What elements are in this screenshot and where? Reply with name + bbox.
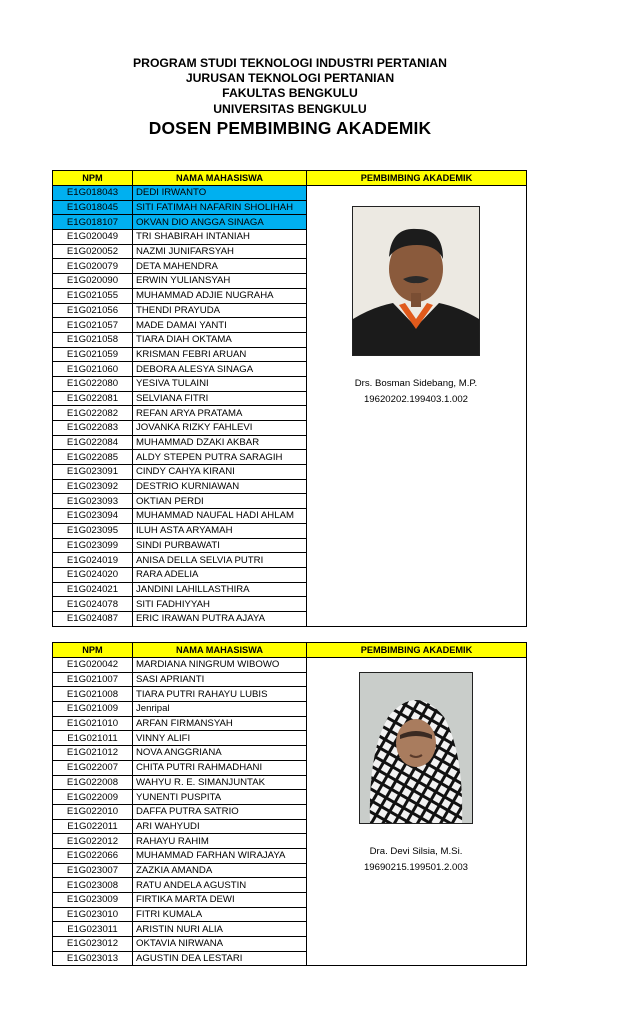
student-name-cell: DEDI IRWANTO [133, 186, 307, 201]
npm-cell: E1G024019 [53, 553, 133, 568]
advisor-nip: 19690215.199501.2.003 [363, 862, 469, 873]
npm-cell: E1G021058 [53, 332, 133, 347]
advisor-cell [307, 523, 527, 538]
npm-cell: E1G021059 [53, 347, 133, 362]
name-column-header: NAMA MAHASISWA [133, 171, 307, 186]
student-name-cell: TIARA PUTRI RAHAYU LUBIS [133, 687, 307, 702]
npm-cell: E1G022012 [53, 834, 133, 849]
student-name-cell: SASI APRIANTI [133, 672, 307, 687]
student-name-cell: SITI FADHIYYAH [133, 597, 307, 612]
table-row [53, 878, 527, 893]
advisor-cell [307, 937, 527, 952]
student-name-cell: DETA MAHENDRA [133, 259, 307, 274]
student-name-cell: JOVANKA RIZKY FAHLEVI [133, 421, 307, 436]
student-name-cell: RAHAYU RAHIM [133, 834, 307, 849]
npm-cell: E1G022083 [53, 421, 133, 436]
npm-cell: E1G020042 [53, 658, 133, 673]
table-row [53, 567, 527, 582]
department-line: JURUSAN TEKNOLOGI PERTANIAN [185, 71, 395, 86]
npm-cell: E1G021007 [53, 672, 133, 687]
table-row [53, 509, 527, 524]
npm-cell: E1G020052 [53, 244, 133, 259]
npm-cell: E1G020090 [53, 274, 133, 289]
document-header [0, 56, 580, 139]
npm-cell: E1G022082 [53, 406, 133, 421]
student-name-cell: FITRI KUMALA [133, 907, 307, 922]
student-name-cell: OKTAVIA NIRWANA [133, 937, 307, 952]
advisor-cell [307, 435, 527, 450]
npm-cell: E1G021057 [53, 318, 133, 333]
student-name-cell: REFAN ARYA PRATAMA [133, 406, 307, 421]
student-name-cell: SINDI PURBAWATI [133, 538, 307, 553]
npm-cell: E1G023010 [53, 907, 133, 922]
npm-cell: E1G021056 [53, 303, 133, 318]
npm-cell: E1G021011 [53, 731, 133, 746]
npm-cell: E1G018043 [53, 186, 133, 201]
student-name-cell: NAZMI JUNIFARSYAH [133, 244, 307, 259]
student-name-cell: OKTIAN PERDI [133, 494, 307, 509]
advisor-cell [307, 421, 527, 436]
npm-cell: E1G023008 [53, 878, 133, 893]
npm-cell: E1G022085 [53, 450, 133, 465]
table-row [53, 479, 527, 494]
faculty-line: FAKULTAS BENGKULU [222, 86, 358, 101]
student-name-cell: MUHAMMAD FARHAN WIRAJAYA [133, 848, 307, 863]
student-name-cell: SELVIANA FITRI [133, 391, 307, 406]
table-row [53, 435, 527, 450]
npm-cell: E1G023013 [53, 951, 133, 966]
npm-cell: E1G023095 [53, 523, 133, 538]
table-row [53, 658, 527, 673]
advisor-cell [307, 907, 527, 922]
table-row [53, 450, 527, 465]
npm-cell: E1G022081 [53, 391, 133, 406]
npm-cell: E1G021010 [53, 716, 133, 731]
student-name-cell: WAHYU R. E. SIMANJUNTAK [133, 775, 307, 790]
table-row [53, 597, 527, 612]
student-name-cell: VINNY ALIFI [133, 731, 307, 746]
student-name-cell: ILUH ASTA ARYAMAH [133, 523, 307, 538]
student-name-cell: JANDINI LAHILLASTHIRA [133, 582, 307, 597]
npm-cell: E1G023092 [53, 479, 133, 494]
student-name-cell: Jenripal [133, 702, 307, 717]
student-name-cell: RATU ANDELA AGUSTIN [133, 878, 307, 893]
npm-cell: E1G022007 [53, 760, 133, 775]
npm-cell: E1G023099 [53, 538, 133, 553]
npm-cell: E1G024020 [53, 567, 133, 582]
npm-cell: E1G023091 [53, 465, 133, 480]
student-name-cell: ARI WAHYUDI [133, 819, 307, 834]
npm-cell: E1G021060 [53, 362, 133, 377]
npm-cell: E1G021009 [53, 702, 133, 717]
advisor-cell [307, 597, 527, 612]
advisor-cell [307, 538, 527, 553]
advisor-cell [307, 494, 527, 509]
npm-cell: E1G024078 [53, 597, 133, 612]
advisor-cell [307, 186, 527, 201]
npm-cell: E1G023009 [53, 893, 133, 908]
study-program-line: PROGRAM STUDI TEKNOLOGI INDUSTRI PERTANIAN [133, 56, 447, 70]
student-name-cell: CHITA PUTRI RAHMADHANI [133, 760, 307, 775]
table-row [53, 922, 527, 937]
student-name-cell: CINDY CAHYA KIRANI [133, 465, 307, 480]
student-name-cell: MUHAMMAD ADJIE NUGRAHA [133, 288, 307, 303]
npm-cell: E1G024087 [53, 611, 133, 626]
npm-cell: E1G021008 [53, 687, 133, 702]
student-name-cell: ERWIN YULIANSYAH [133, 274, 307, 289]
advisor-cell [307, 509, 527, 524]
advisor-cell [307, 450, 527, 465]
table-row [53, 494, 527, 509]
table-row [53, 937, 527, 952]
npm-cell: E1G023012 [53, 937, 133, 952]
student-name-cell: TIARA DIAH OKTAMA [133, 332, 307, 347]
student-name-cell: ZAZKIA AMANDA [133, 863, 307, 878]
student-name-cell: DEBORA ALESYA SINAGA [133, 362, 307, 377]
table-row [53, 553, 527, 568]
npm-cell: E1G021055 [53, 288, 133, 303]
table-row [53, 907, 527, 922]
table-row [53, 465, 527, 480]
student-name-cell: ARFAN FIRMANSYAH [133, 716, 307, 731]
advisor-cell [307, 878, 527, 893]
student-name-cell: DESTRIO KURNIAWAN [133, 479, 307, 494]
student-name-cell: MUHAMMAD DZAKI AKBAR [133, 435, 307, 450]
npm-cell: E1G022084 [53, 435, 133, 450]
student-name-cell: YESIVA TULAINI [133, 376, 307, 391]
npm-cell: E1G020049 [53, 230, 133, 245]
advisor-name: Dra. Devi Silsia, M.Si. [369, 846, 463, 857]
table-row [53, 406, 527, 421]
npm-cell: E1G018045 [53, 200, 133, 215]
npm-cell: E1G022080 [53, 376, 133, 391]
student-name-cell: YUNENTI PUSPITA [133, 790, 307, 805]
advisor-name: Drs. Bosman Sidebang, M.P. [354, 378, 478, 389]
student-name-cell: ARISTIN NURI ALIA [133, 922, 307, 937]
npm-cell: E1G022011 [53, 819, 133, 834]
university-line: UNIVERSITAS BENGKULU [213, 101, 367, 116]
student-name-cell: THENDI PRAYUDA [133, 303, 307, 318]
student-name-cell: MADE DAMAI YANTI [133, 318, 307, 333]
advisor-nip: 19620202.199403.1.002 [363, 394, 469, 405]
advisor-cell [307, 553, 527, 568]
advisor-cell [307, 465, 527, 480]
npm-cell: E1G023094 [53, 509, 133, 524]
student-name-cell: ALDY STEPEN PUTRA SARAGIH [133, 450, 307, 465]
advisor-table-2 [52, 642, 526, 966]
student-name-cell: FIRTIKA MARTA DEWI [133, 893, 307, 908]
advisor-cell [307, 922, 527, 937]
advisor-info [306, 206, 526, 408]
npm-cell: E1G022010 [53, 804, 133, 819]
student-name-cell: ANISA DELLA SELVIA PUTRI [133, 553, 307, 568]
advisor-cell [307, 611, 527, 626]
npm-cell: E1G020079 [53, 259, 133, 274]
advisor-table-1 [52, 170, 526, 627]
advisor-cell [307, 951, 527, 966]
npm-cell: E1G022008 [53, 775, 133, 790]
student-name-cell: AGUSTIN DEA LESTARI [133, 951, 307, 966]
table-row [53, 538, 527, 553]
advisor-photo [359, 672, 473, 824]
student-name-cell: SITI FATIMAH NAFARIN SHOLIHAH [133, 200, 307, 215]
npm-cell: E1G022009 [53, 790, 133, 805]
npm-cell: E1G023007 [53, 863, 133, 878]
advisor-photo [352, 206, 480, 356]
advisor-column-header: PEMBIMBING AKADEMIK [307, 171, 527, 186]
npm-cell: E1G021012 [53, 746, 133, 761]
student-name-cell: NOVA ANGGRIANA [133, 746, 307, 761]
advisor-cell [307, 567, 527, 582]
student-name-cell: KRISMAN FEBRI ARUAN [133, 347, 307, 362]
advisor-cell [307, 582, 527, 597]
table-row [53, 951, 527, 966]
advisor-column-header: PEMBIMBING AKADEMIK [307, 643, 527, 658]
student-name-cell: OKVAN DIO ANGGA SINAGA [133, 215, 307, 230]
advisor-cell [307, 479, 527, 494]
npm-cell: E1G023011 [53, 922, 133, 937]
npm-cell: E1G018107 [53, 215, 133, 230]
npm-cell: E1G023093 [53, 494, 133, 509]
table-row [53, 611, 527, 626]
name-column-header: NAMA MAHASISWA [133, 643, 307, 658]
advisor-cell [307, 406, 527, 421]
table-row [53, 582, 527, 597]
student-name-cell: MARDIANA NINGRUM WIBOWO [133, 658, 307, 673]
npm-column-header: NPM [53, 643, 133, 658]
table-row [53, 523, 527, 538]
npm-cell: E1G024021 [53, 582, 133, 597]
npm-column-header: NPM [53, 171, 133, 186]
advisor-cell [307, 658, 527, 673]
student-name-cell: DAFFA PUTRA SATRIO [133, 804, 307, 819]
advisor-portrait-icon [353, 207, 479, 355]
advisor-info [306, 672, 526, 876]
student-name-cell: MUHAMMAD NAUFAL HADI AHLAM [133, 509, 307, 524]
npm-cell: E1G022066 [53, 848, 133, 863]
page-title: DOSEN PEMBIMBING AKADEMIK [148, 117, 432, 138]
advisor-portrait-icon [360, 673, 472, 823]
advisor-cell [307, 893, 527, 908]
table-row [53, 893, 527, 908]
table-row [53, 421, 527, 436]
table-row [53, 186, 527, 201]
student-name-cell: RARA ADELIA [133, 567, 307, 582]
student-name-cell: ERIC IRAWAN PUTRA AJAYA [133, 611, 307, 626]
student-name-cell: TRI SHABIRAH INTANIAH [133, 230, 307, 245]
